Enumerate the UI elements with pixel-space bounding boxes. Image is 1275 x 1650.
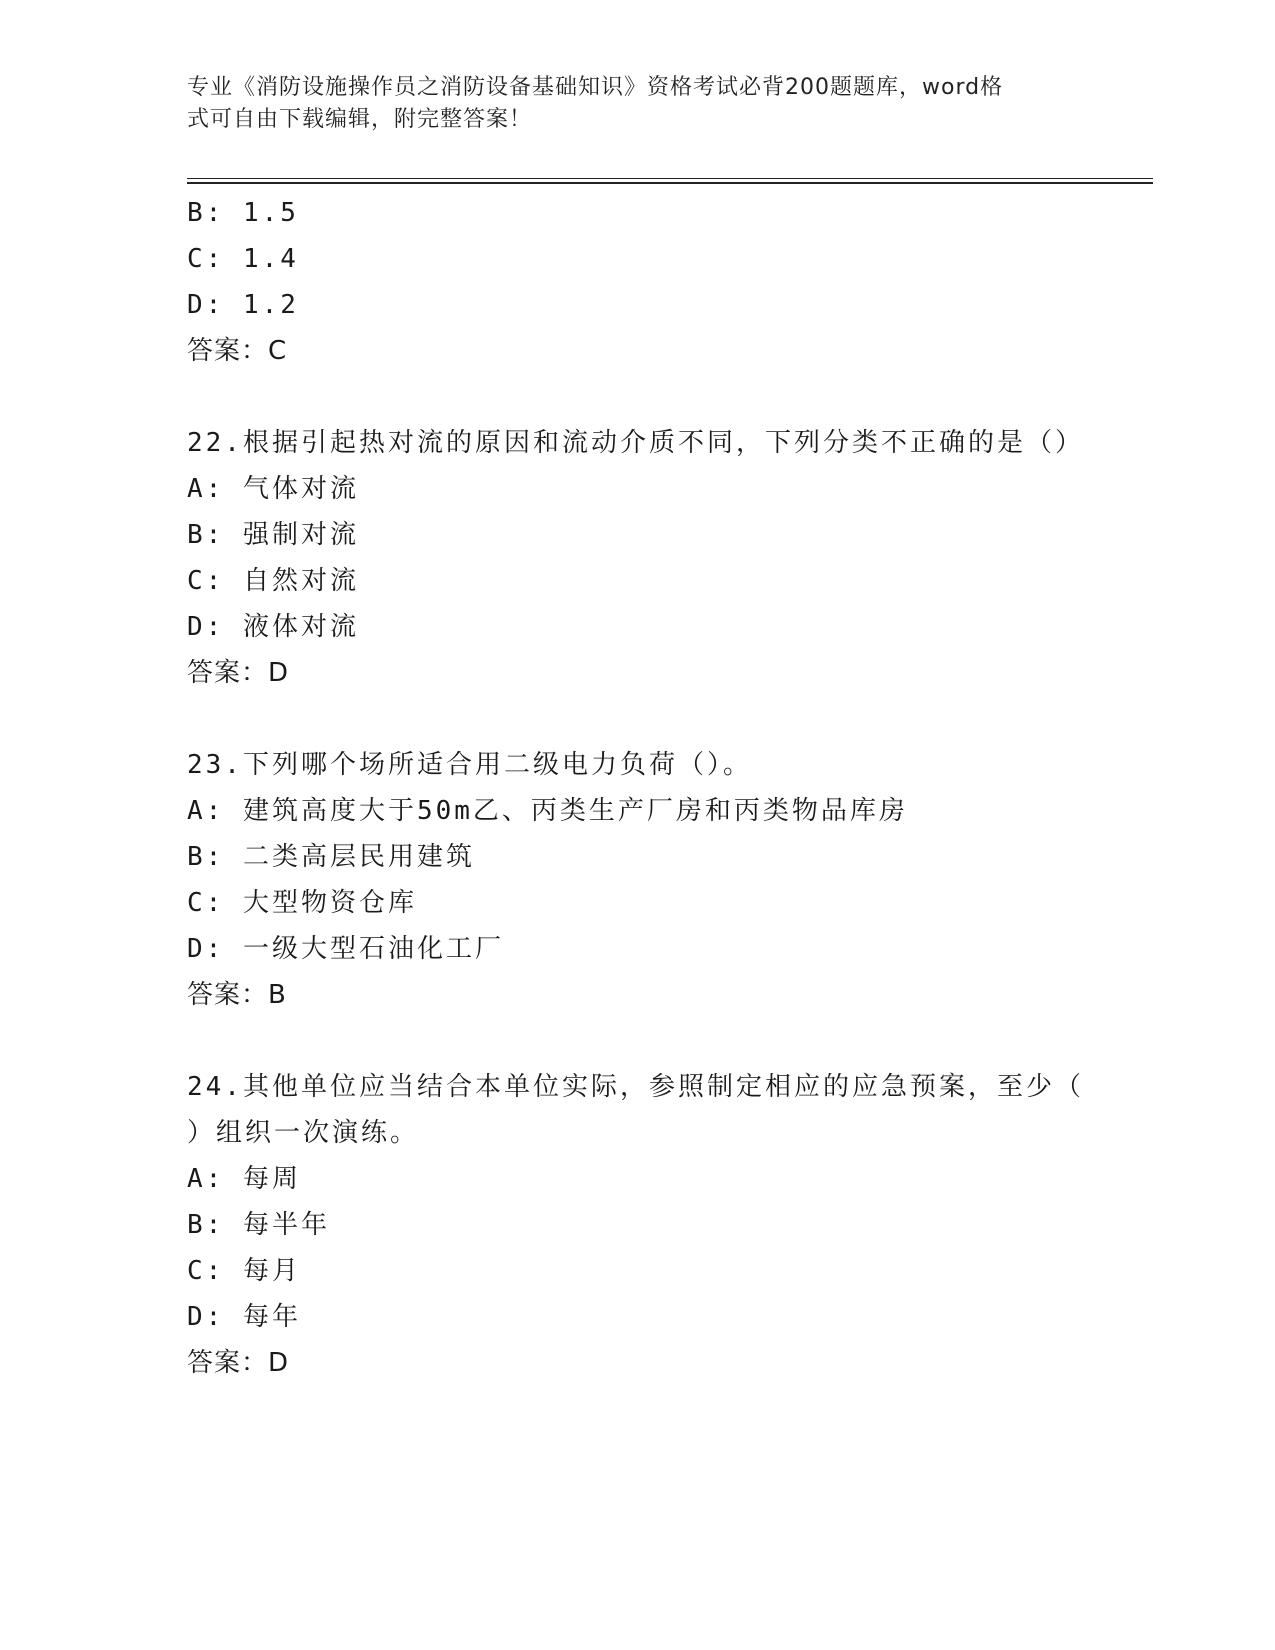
option-c: C: 每月	[187, 1256, 301, 1286]
question-stem: 22.根据引起热对流的原因和流动介质不同，下列分类不正确的是（）	[187, 428, 1084, 458]
question-22	[187, 420, 1087, 696]
header-divider-thin	[187, 178, 1153, 179]
question-23	[187, 742, 1087, 1018]
option-c: C: 自然对流	[187, 566, 359, 596]
option-d: D: 每年	[187, 1302, 301, 1332]
option-c: C: 1.4	[187, 244, 299, 274]
option-d: D: 1.2	[187, 290, 299, 320]
question-stem-line-1: 24.其他单位应当结合本单位实际，参照制定相应的应急预案，至少（	[187, 1072, 1084, 1102]
document-header	[187, 72, 1067, 136]
spacer	[187, 696, 1087, 742]
option-b: B: 二类高层民用建筑	[187, 842, 475, 872]
question-list	[187, 190, 1087, 1386]
spacer	[187, 1018, 1087, 1064]
question-24	[187, 1064, 1087, 1386]
spacer	[187, 374, 1087, 420]
option-d: D: 一级大型石油化工厂	[187, 934, 504, 964]
answer: 答案：B	[187, 980, 287, 1010]
question-stem: 23.下列哪个场所适合用二级电力负荷（）。	[187, 750, 752, 780]
option-a: A: 建筑高度大于50m乙、丙类生产厂房和丙类物品库房	[187, 796, 908, 826]
option-b: B: 1.5	[187, 198, 299, 228]
option-b: B: 强制对流	[187, 520, 359, 550]
answer: 答案：C	[187, 336, 288, 366]
option-c: C: 大型物资仓库	[187, 888, 417, 918]
option-d: D: 液体对流	[187, 612, 359, 642]
question-stem-line-2: ）组织一次演练。	[187, 1118, 420, 1148]
question-21-tail	[187, 190, 1087, 374]
option-b: B: 每半年	[187, 1210, 330, 1240]
header-line-1: 专业《消防设施操作员之消防设备基础知识》资格考试必背200题题库，word格	[187, 75, 1004, 100]
header-line-2: 式可自由下载编辑，附完整答案！	[187, 107, 533, 132]
header-divider-thick	[187, 182, 1153, 184]
answer: 答案：D	[187, 658, 290, 688]
answer: 答案：D	[187, 1348, 290, 1378]
option-a: A: 每周	[187, 1164, 301, 1194]
option-a: A: 气体对流	[187, 474, 359, 504]
